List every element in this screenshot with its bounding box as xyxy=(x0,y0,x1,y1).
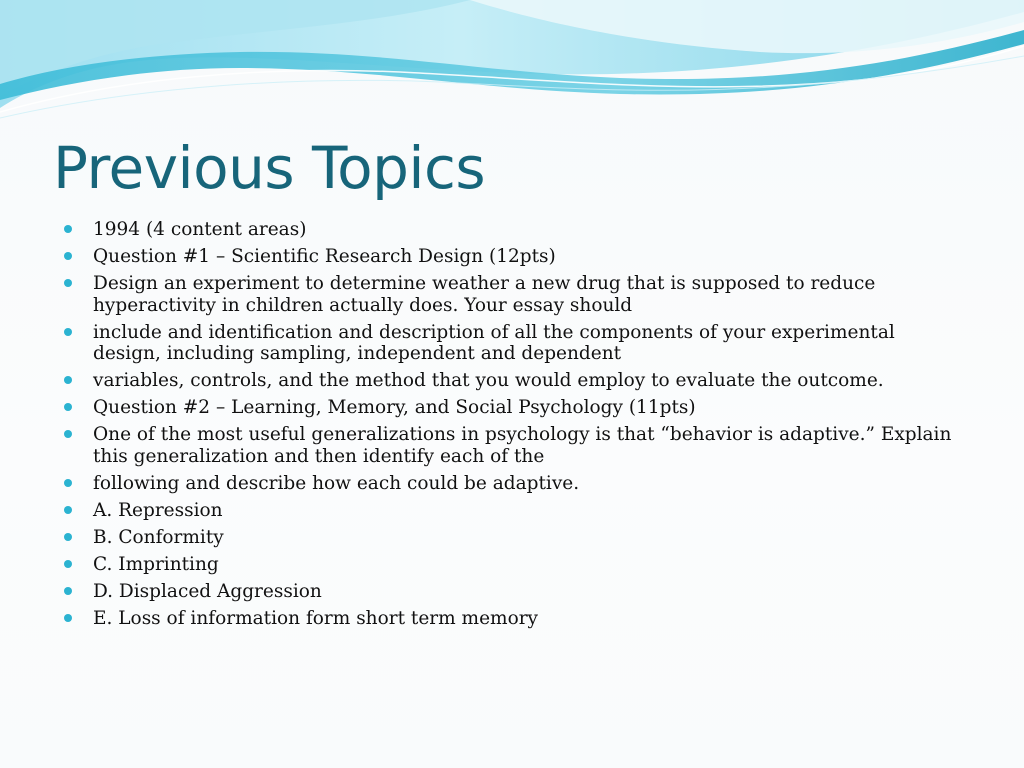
list-item xyxy=(62,219,962,241)
list-item-text: Design an experiment to determine weather a new drug that is supposed to reduce hyperactivity in children actually does. Your essay should xyxy=(93,273,876,316)
bullet-icon xyxy=(64,252,72,260)
list-item-text: A. Repression xyxy=(93,499,223,521)
header-wave-decoration xyxy=(0,0,1024,130)
bullet-icon xyxy=(64,430,72,438)
list-item-text: B. Conformity xyxy=(93,526,224,548)
list-item-text: E. Loss of information form short term memory xyxy=(93,607,539,629)
list-item-text: following and describe how each could be adaptive. xyxy=(93,472,580,494)
bullet-icon xyxy=(64,533,72,541)
slide-title: Previous Topics xyxy=(53,134,486,202)
list-item xyxy=(62,370,962,392)
bullet-icon xyxy=(64,506,72,514)
list-item xyxy=(62,424,962,467)
list-item xyxy=(62,608,962,630)
list-item xyxy=(62,246,962,268)
bullet-icon xyxy=(64,376,72,384)
bullet-icon xyxy=(64,560,72,568)
list-item-text: 1994 (4 content areas) xyxy=(93,219,307,240)
bullet-icon xyxy=(64,479,72,487)
bullet-icon xyxy=(64,279,72,287)
list-item-text: Question #1 – Scientific Research Design (12pts) xyxy=(93,246,556,267)
list-item xyxy=(62,273,962,316)
list-item-text: D. Displaced Aggression xyxy=(93,580,322,602)
list-item xyxy=(62,473,962,495)
bullet-icon xyxy=(64,328,72,336)
list-item xyxy=(62,500,962,522)
list-item-text: include and identification and description of all the components of your experimental design, including sampling, independent and dependent xyxy=(93,321,895,364)
list-item-text: C. Imprinting xyxy=(93,553,219,575)
list-item-text: One of the most useful generalizations in psychology is that “behavior is adaptive.” Explain this generalization and then identify each of the xyxy=(93,424,952,467)
bullet-list xyxy=(62,219,962,635)
list-item xyxy=(62,322,962,365)
bullet-icon xyxy=(64,403,72,411)
list-item xyxy=(62,554,962,576)
bullet-icon xyxy=(64,614,72,622)
list-item-text: variables, controls, and the method that you would employ to evaluate the outcome. xyxy=(93,370,884,391)
list-item-text: Question #2 – Learning, Memory, and Social Psychology (11pts) xyxy=(93,397,696,418)
list-item xyxy=(62,527,962,549)
list-item xyxy=(62,581,962,603)
list-item xyxy=(62,397,962,419)
bullet-icon xyxy=(64,587,72,595)
bullet-icon xyxy=(64,225,72,233)
